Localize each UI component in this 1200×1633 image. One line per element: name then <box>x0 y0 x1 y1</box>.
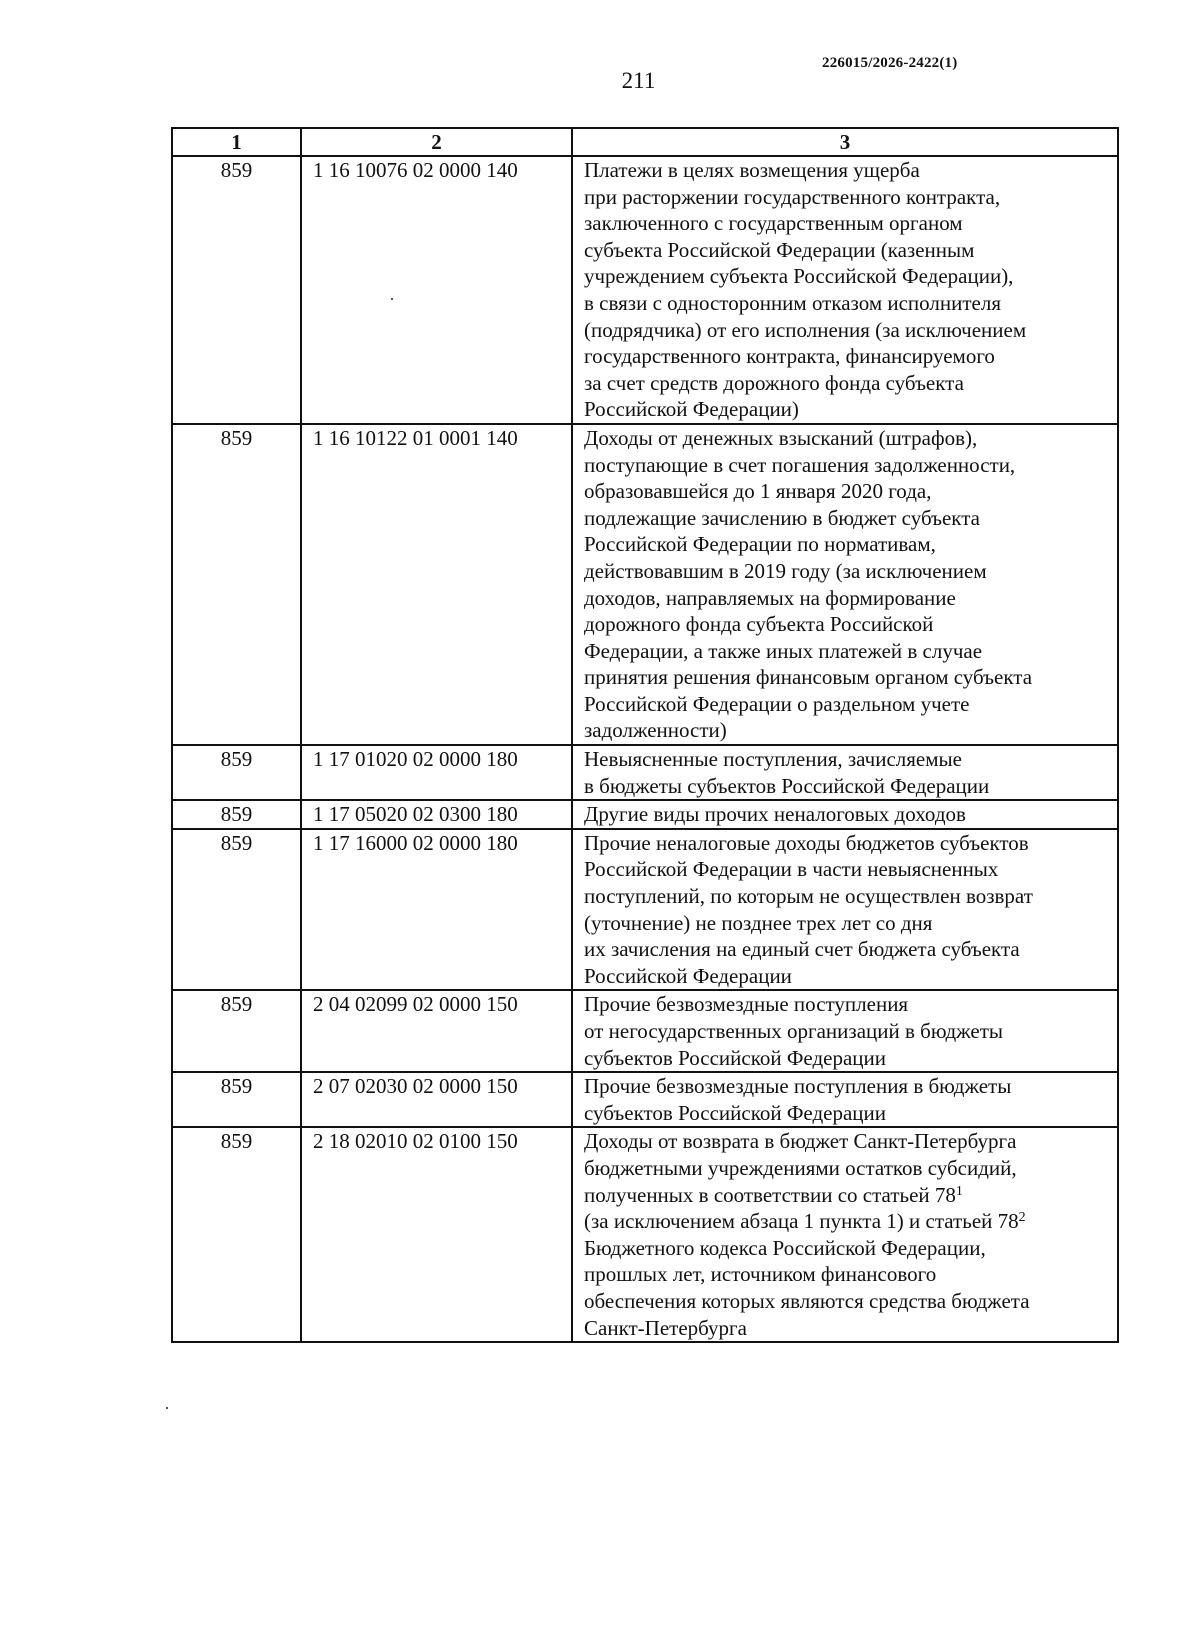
description-line: Доходы от возврата в бюджет Санкт-Петербурга <box>584 1129 1017 1154</box>
description-line <box>584 1208 1111 1235</box>
description-line: Платежи в целях возмещения ущерба <box>584 158 920 182</box>
description-line: в связи с односторонним отказом исполнителя <box>584 290 1001 315</box>
description-line: подлежащие зачислению в бюджет субъекта <box>584 505 980 530</box>
description-line: задолженности) <box>584 718 727 743</box>
description-line: субъектов Российской Федерации <box>584 1100 887 1125</box>
column-header-3: 3 <box>572 128 1118 156</box>
description-line: (подрядчика) от его исполнения (за исключением <box>584 317 1027 342</box>
description-line: субъекта Российской Федерации (казенным <box>584 237 975 262</box>
description-cell <box>572 745 1118 800</box>
table-row <box>172 1127 1118 1342</box>
table-row <box>172 745 1118 800</box>
admin-code-cell: 859 <box>172 745 301 800</box>
description-line: дорожного фонда субъекта Российской <box>584 612 934 637</box>
admin-code-cell: 859 <box>172 424 301 745</box>
description-line: при расторжении государственного контракта, <box>584 184 1001 209</box>
description-line: Прочие безвозмездные поступления в бюджеты <box>584 1074 1012 1099</box>
description-line: Прочие безвозмездные поступления <box>584 992 909 1017</box>
description-line: действовавшим в 2019 году (за исключением <box>584 558 987 583</box>
description-line: в бюджеты субъектов Российской Федерации <box>584 773 990 798</box>
budget-code-cell: 1 17 01020 02 0000 180 <box>301 745 572 800</box>
budget-code-cell: 2 07 02030 02 0000 150 <box>301 1072 572 1127</box>
table-header-row <box>172 128 1118 156</box>
description-line: поступлений, по которым не осуществлен возврат <box>584 884 1033 909</box>
description-line: субъектов Российской Федерации <box>584 1045 887 1070</box>
description-cell <box>572 1072 1118 1127</box>
description-line: образовавшейся до 1 января 2020 года, <box>584 479 932 504</box>
description-line: доходов, направляемых на формирование <box>584 585 956 610</box>
table-row <box>172 829 1118 991</box>
table-row <box>172 990 1118 1072</box>
description-line: Другие виды прочих неналоговых доходов <box>584 802 966 827</box>
superscript-mark: 2 <box>1018 1210 1026 1226</box>
description-line: (уточнение) не позднее трех лет со дня <box>584 910 933 935</box>
admin-code-cell: 859 <box>172 829 301 991</box>
admin-code-cell: 859 <box>172 800 301 829</box>
budget-code-cell: 2 18 02010 02 0100 150 <box>301 1127 572 1342</box>
budget-code-cell: 1 16 10076 02 0000 140 <box>301 156 572 424</box>
description-line: Прочие неналоговые доходы бюджетов субъектов <box>584 830 1029 855</box>
description-line: государственного контракта, финансируемого <box>584 344 995 369</box>
budget-code-cell: 1 16 10122 01 0001 140 <box>301 424 572 745</box>
scan-speck <box>166 1407 168 1409</box>
description-line: принятия решения финансовым органом субъекта <box>584 665 1033 690</box>
description-line: Доходы от денежных взысканий (штрафов), <box>584 425 978 450</box>
description-cell <box>572 424 1118 745</box>
description-text: полученных в соответствии со статьей 78 <box>584 1182 956 1207</box>
description-line: за счет средств дорожного фонда субъекта <box>584 370 964 395</box>
scan-speck <box>391 298 393 300</box>
admin-code-cell: 859 <box>172 990 301 1072</box>
budget-code-cell: 2 04 02099 02 0000 150 <box>301 990 572 1072</box>
description-line: учреждением субъекта Российской Федерации), <box>584 264 1014 289</box>
description-line: Бюджетного кодекса Российской Федерации, <box>584 1235 986 1260</box>
table-row <box>172 800 1118 829</box>
table-row <box>172 156 1118 424</box>
description-cell <box>572 829 1118 991</box>
description-line: Санкт-Петербурга <box>584 1315 747 1340</box>
description-line: Российской Федерации о раздельном учете <box>584 691 970 716</box>
description-line: от негосударственных организаций в бюджеты <box>584 1019 1003 1043</box>
superscript-mark: 1 <box>955 1183 963 1199</box>
page-number: 211 <box>621 68 656 93</box>
description-line <box>584 1182 1111 1209</box>
description-line: заключенного с государственным органом <box>584 211 963 236</box>
description-line: Российской Федерации <box>584 963 792 988</box>
description-line: Невыясненные поступления, зачисляемые <box>584 747 962 772</box>
description-cell <box>572 800 1118 829</box>
description-text: (за исключением абзаца 1 пункта 1) и статьей 78 <box>584 1209 1019 1234</box>
budget-code-cell: 1 17 16000 02 0000 180 <box>301 829 572 991</box>
description-cell <box>572 1127 1118 1342</box>
description-cell <box>572 990 1118 1072</box>
column-header-2: 2 <box>301 128 572 156</box>
admin-code-cell: 859 <box>172 1127 301 1342</box>
admin-code-cell: 859 <box>172 156 301 424</box>
description-line: бюджетными учреждениями остатков субсидий, <box>584 1155 1017 1180</box>
budget-code-cell: 1 17 05020 02 0300 180 <box>301 800 572 829</box>
description-line: их зачисления на единый счет бюджета субъекта <box>584 937 1020 962</box>
description-line: прошлых лет, источником финансового <box>584 1262 937 1287</box>
description-line: обеспечения которых являются средства бюджета <box>584 1288 1030 1313</box>
column-header-1: 1 <box>172 128 301 156</box>
document-id: 226015/2026-2422(1) <box>822 55 958 71</box>
description-line: Российской Федерации) <box>584 397 799 422</box>
description-line: Российской Федерации по нормативам, <box>584 532 936 557</box>
table-row <box>172 1072 1118 1127</box>
admin-code-cell: 859 <box>172 1072 301 1127</box>
description-line: Федерации, а также иных платежей в случае <box>584 638 983 663</box>
budget-codes-table <box>171 127 1119 1343</box>
description-line: Российской Федерации в части невыясненных <box>584 857 999 882</box>
table-row <box>172 424 1118 745</box>
description-line: поступающие в счет погашения задолженности, <box>584 452 1016 477</box>
description-cell <box>572 156 1118 424</box>
